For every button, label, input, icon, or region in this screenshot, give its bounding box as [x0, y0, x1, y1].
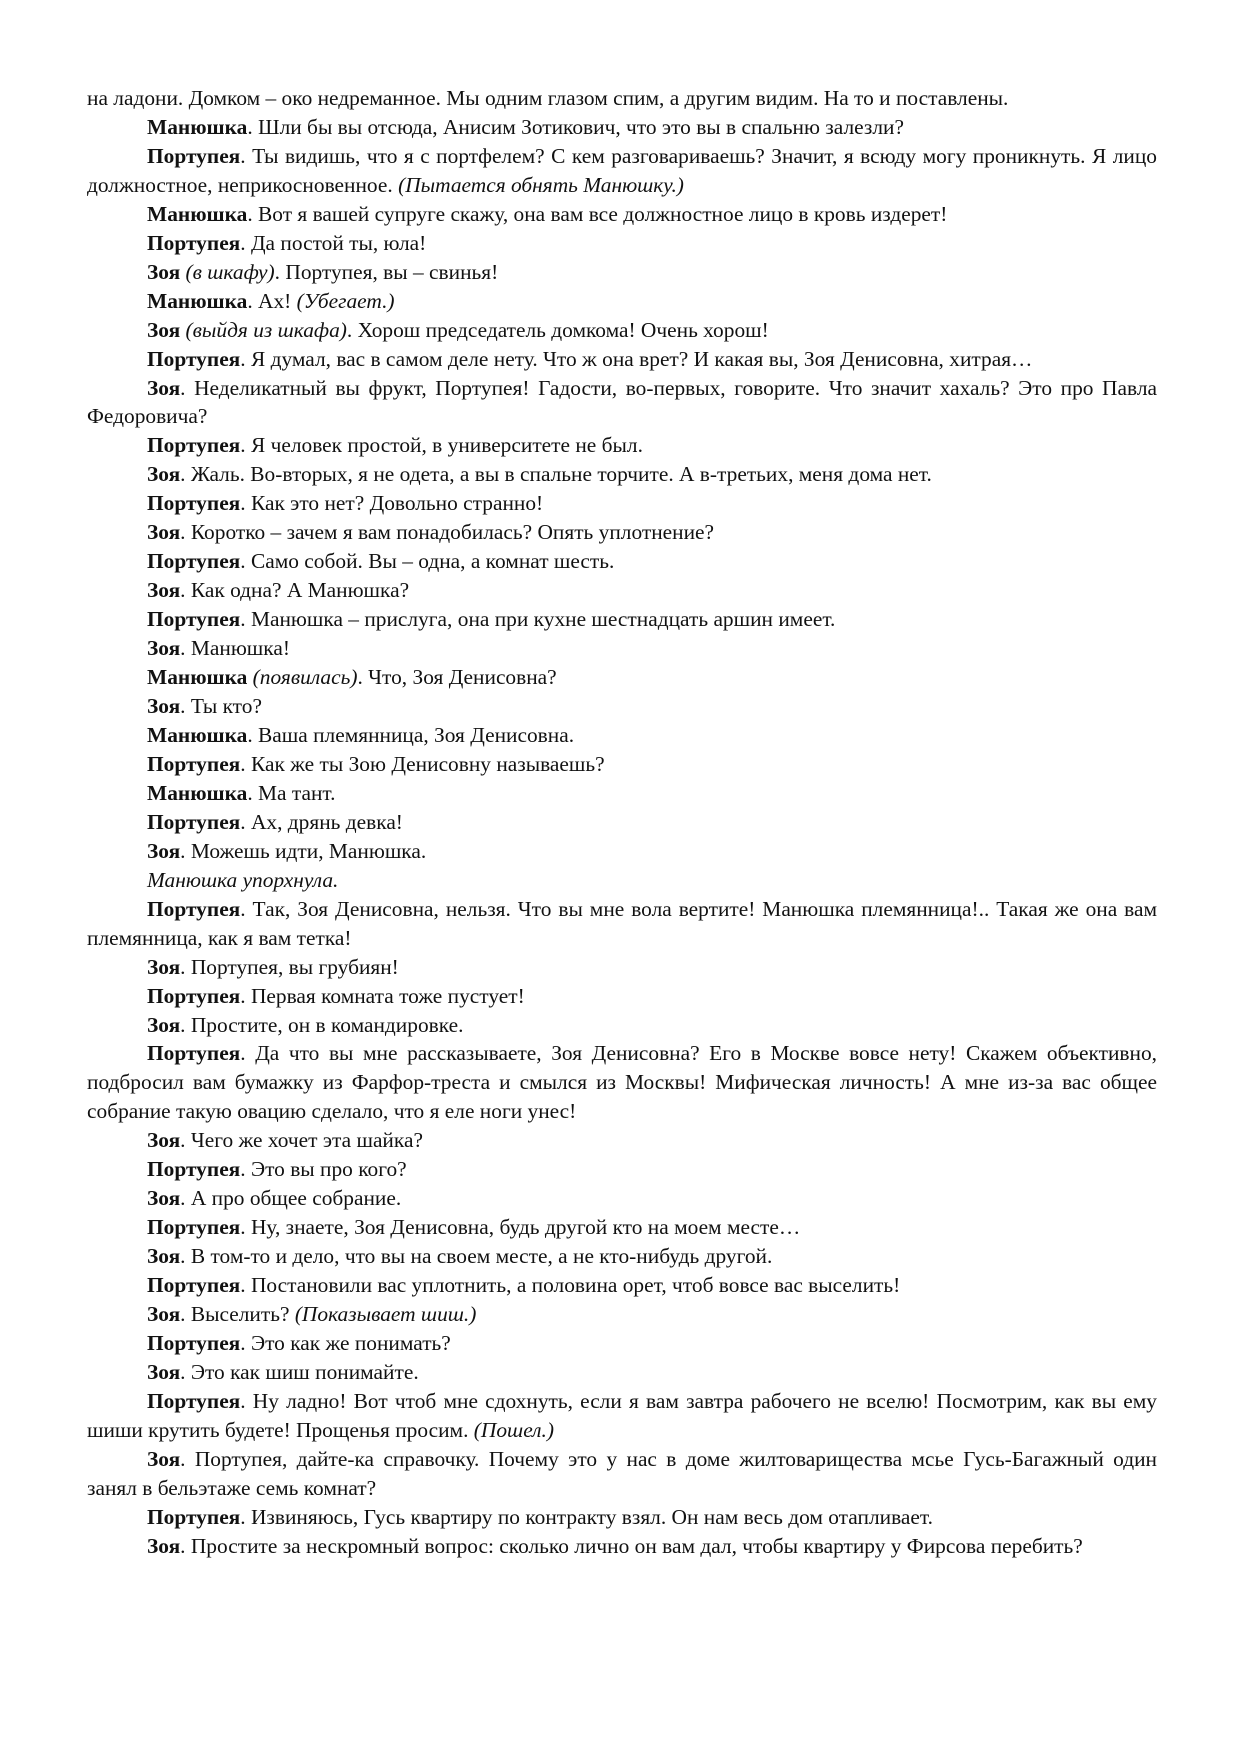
dialogue-line — [87, 489, 1157, 518]
dialogue-line — [87, 287, 1157, 316]
speaker-name: Зоя — [147, 1244, 181, 1269]
dialogue-text: . Это вы про кого? — [240, 1157, 407, 1182]
stage-direction-remark: (Пошел.) — [473, 1417, 554, 1442]
document-page — [87, 84, 1157, 1561]
dialogue-text: . Само собой. Вы – одна, а комнат шесть. — [240, 549, 615, 574]
speaker-name: Зоя — [147, 1012, 181, 1037]
dialogue-line — [87, 1503, 1157, 1532]
dialogue-line — [87, 1300, 1157, 1329]
dialogue-text: . Ма тант. — [247, 780, 336, 805]
speaker-name: Зоя — [147, 1446, 181, 1471]
dialogue-text: . Ну ладно! Вот чтоб мне сдохнуть, если я вам завтра рабочего не вселю! Посмотрим, как вы ему шиши крутить будете! Прощенья просим. — [87, 1388, 1157, 1442]
speaker-name: Портупея — [147, 1388, 241, 1413]
speaker-name: Портупея — [147, 433, 241, 458]
dialogue-line — [87, 808, 1157, 837]
speaker-name: Портупея — [147, 607, 241, 632]
dialogue-line — [87, 605, 1157, 634]
dialogue-line — [87, 1155, 1157, 1184]
dialogue-line — [87, 431, 1157, 460]
dialogue-text: . Ты кто? — [180, 694, 262, 719]
stage-direction — [87, 866, 1157, 895]
dialogue-text: . Портупея, дайте-ка справочку. Почему это у нас в доме жилтоварищества мсье Гусь-Багажный один занял в бельэтаже семь комнат? — [87, 1446, 1157, 1500]
speaker-name: Зоя — [147, 578, 181, 603]
dialogue-text: . Манюшка – прислуга, она при кухне шестнадцать аршин имеет. — [240, 607, 836, 632]
dialogue-line — [87, 1445, 1157, 1503]
dialogue-line — [87, 1329, 1157, 1358]
dialogue-line — [87, 779, 1157, 808]
dialogue-text: . Да постой ты, юла! — [240, 230, 427, 255]
dialogue-line — [87, 1039, 1157, 1126]
dialogue-line — [87, 576, 1157, 605]
dialogue-text: . Ваша племянница, Зоя Денисовна. — [247, 722, 575, 747]
dialogue-text: . Портупея, вы грубиян! — [180, 954, 399, 979]
dialogue-text: . В том-то и дело, что вы на своем месте, а не кто-нибудь другой. — [180, 1244, 773, 1269]
dialogue-line — [87, 663, 1157, 692]
dialogue-text: . Как одна? А Манюшка? — [180, 578, 410, 603]
dialogue-line — [87, 750, 1157, 779]
dialogue-line — [87, 1532, 1157, 1561]
speaker-name: Манюшка — [147, 114, 248, 139]
dialogue-text: . Ах! — [247, 288, 297, 313]
dialogue-line — [87, 374, 1157, 432]
dialogue-text: . Так, Зоя Денисовна, нельзя. Что вы мне вола вертите! Манюшка племянница!.. Такая же она вам племянница, как я вам тетка! — [87, 896, 1157, 950]
speaker-name: Портупея — [147, 809, 241, 834]
speaker-name: Портупея — [147, 346, 241, 371]
stage-direction-remark: (Пытается обнять Манюшку.) — [398, 172, 684, 197]
dialogue-line — [87, 1011, 1157, 1040]
speaker-name: Зоя — [147, 462, 181, 487]
dialogue-line — [87, 1358, 1157, 1387]
dialogue-line — [87, 316, 1157, 345]
speaker-name: Зоя — [147, 317, 181, 342]
dialogue-text: . Это как шиш понимайте. — [180, 1359, 419, 1384]
dialogue-text: . Манюшка! — [180, 636, 290, 661]
inline-stage-direction: (выйдя из шкафа) — [180, 317, 347, 342]
speaker-name: Портупея — [147, 1157, 241, 1182]
dialogue-text: . Первая комната тоже пустует! — [240, 983, 525, 1008]
inline-stage-direction: (в шкафу) — [180, 259, 275, 284]
speaker-name: Зоя — [147, 954, 181, 979]
dialogue-text: . Коротко – зачем я вам понадобилась? Опять уплотнение? — [180, 520, 715, 545]
dialogue-line — [87, 953, 1157, 982]
stage-direction-remark: (Убегает.) — [296, 288, 395, 313]
dialogue-text: . Неделикатный вы фрукт, Портупея! Гадости, во-первых, говорите. Что значит хахаль? Это про Павла Федоровича? — [87, 375, 1157, 429]
speaker-name: Портупея — [147, 549, 241, 574]
dialogue-line — [87, 1213, 1157, 1242]
dialogue-line — [87, 1242, 1157, 1271]
speaker-name: Зоя — [147, 1302, 181, 1327]
dialogue-line — [87, 692, 1157, 721]
dialogue-text: . Шли бы вы отсюда, Анисим Зотикович, что это вы в спальню залезли? — [247, 114, 904, 139]
speaker-name: Зоя — [147, 375, 181, 400]
speaker-name: Портупея — [147, 1273, 241, 1298]
dialogue-line — [87, 460, 1157, 489]
dialogue-text: . Я человек простой, в университете не был. — [240, 433, 643, 458]
speaker-name: Манюшка — [147, 780, 248, 805]
dialogue-text: . Ну, знаете, Зоя Денисовна, будь другой кто на моем месте… — [240, 1215, 801, 1240]
dialogue-text: . Извиняюсь, Гусь квартиру по контракту взял. Он нам весь дом отапливает. — [240, 1504, 933, 1529]
speaker-name: Портупея — [147, 1041, 241, 1066]
speaker-name: Зоя — [147, 1128, 181, 1153]
speaker-name: Манюшка — [147, 722, 248, 747]
speaker-name: Портупея — [147, 1504, 241, 1529]
dialogue-text: . А про общее собрание. — [180, 1186, 402, 1211]
dialogue-line — [87, 229, 1157, 258]
speaker-name: Портупея — [147, 751, 241, 776]
speaker-name: Манюшка — [147, 288, 248, 313]
dialogue-text: . Портупея, вы – свинья! — [274, 259, 499, 284]
dialogue-line — [87, 1271, 1157, 1300]
dialogue-line — [87, 1184, 1157, 1213]
speaker-name: Портупея — [147, 1330, 241, 1355]
dialogue-text: . Ты видишь, что я с портфелем? С кем разговариваешь? Значит, я всюду могу проникнуть. Я лицо должностное, неприкосновенное. — [87, 143, 1157, 197]
speaker-name: Портупея — [147, 983, 241, 1008]
speaker-name: Портупея — [147, 896, 241, 921]
dialogue-text: . Чего же хочет эта шайка? — [180, 1128, 423, 1153]
dialogue-line — [87, 200, 1157, 229]
inline-stage-direction: (появилась) — [247, 665, 358, 690]
dialogue-line — [87, 518, 1157, 547]
dialogue-line — [87, 1387, 1157, 1445]
dialogue-text: . Как это нет? Довольно странно! — [240, 491, 544, 516]
speaker-name: Портупея — [147, 1215, 241, 1240]
dialogue-text: . Я думал, вас в самом деле нету. Что ж она врет? И какая вы, Зоя Денисовна, хитрая… — [240, 346, 1033, 371]
dialogue-text: . Хорош председатель домкома! Очень хорош! — [346, 317, 769, 342]
dialogue-text: . Как же ты Зою Денисовну называешь? — [240, 751, 605, 776]
dialogue-text: . Простите, он в командировке. — [180, 1012, 464, 1037]
dialogue-line — [87, 258, 1157, 287]
dialogue-line — [87, 895, 1157, 953]
dialogue-line — [87, 721, 1157, 750]
speaker-name: Зоя — [147, 1533, 181, 1558]
speaker-name: Зоя — [147, 520, 181, 545]
dialogue-text: . Постановили вас уплотнить, а половина орет, чтоб вовсе вас выселить! — [240, 1273, 901, 1298]
dialogue-text: . Вот я вашей супруге скажу, она вам все должностное лицо в кровь издерет! — [247, 201, 948, 226]
dialogue-line — [87, 113, 1157, 142]
speaker-name: Манюшка — [147, 201, 248, 226]
dialogue-text: . Жаль. Во-вторых, я не одета, а вы в спальне торчите. А в-третьих, меня дома нет. — [180, 462, 932, 487]
play-text — [87, 84, 1157, 1561]
dialogue-text: . Ах, дрянь девка! — [240, 809, 403, 834]
dialogue-text: . Простите за нескромный вопрос: сколько лично он вам дал, чтобы квартиру у Фирсова перебить? — [180, 1533, 1083, 1558]
dialogue-text: . Можешь идти, Манюшка. — [180, 838, 427, 863]
speaker-name: Зоя — [147, 636, 181, 661]
dialogue-line — [87, 142, 1157, 200]
dialogue-line — [87, 345, 1157, 374]
paragraph-continuation — [87, 84, 1157, 113]
dialogue-line — [87, 634, 1157, 663]
speaker-name: Портупея — [147, 143, 241, 168]
dialogue-line — [87, 982, 1157, 1011]
dialogue-line — [87, 837, 1157, 866]
speaker-name: Зоя — [147, 838, 181, 863]
dialogue-line — [87, 1126, 1157, 1155]
dialogue-text: . Да что вы мне рассказываете, Зоя Денисовна? Его в Москве вовсе нету! Скажем объективно, подбросил вам бумажку из Фарфор-треста и смылся из Москвы! Мифическая личность! А мне из-за вас общее собрание такую овацию сделало, что я еле ноги унес! — [87, 1041, 1157, 1124]
stage-direction-remark: (Показывает шиш.) — [294, 1302, 477, 1327]
dialogue-text: . Выселить? — [180, 1302, 295, 1327]
speaker-name: Манюшка — [147, 665, 248, 690]
speaker-name: Зоя — [147, 694, 181, 719]
speaker-name: Зоя — [147, 259, 181, 284]
speaker-name: Портупея — [147, 491, 241, 516]
speaker-name: Портупея — [147, 230, 241, 255]
stage-direction-text: Манюшка упорхнула. — [147, 867, 339, 892]
speaker-name: Зоя — [147, 1186, 181, 1211]
paragraph-text: на ладони. Домком – око недреманное. Мы одним глазом спим, а другим видим. На то и поставлены. — [87, 86, 1009, 110]
dialogue-line — [87, 547, 1157, 576]
dialogue-text: . Что, Зоя Денисовна? — [357, 665, 557, 690]
dialogue-text: . Это как же понимать? — [240, 1330, 451, 1355]
speaker-name: Зоя — [147, 1359, 181, 1384]
